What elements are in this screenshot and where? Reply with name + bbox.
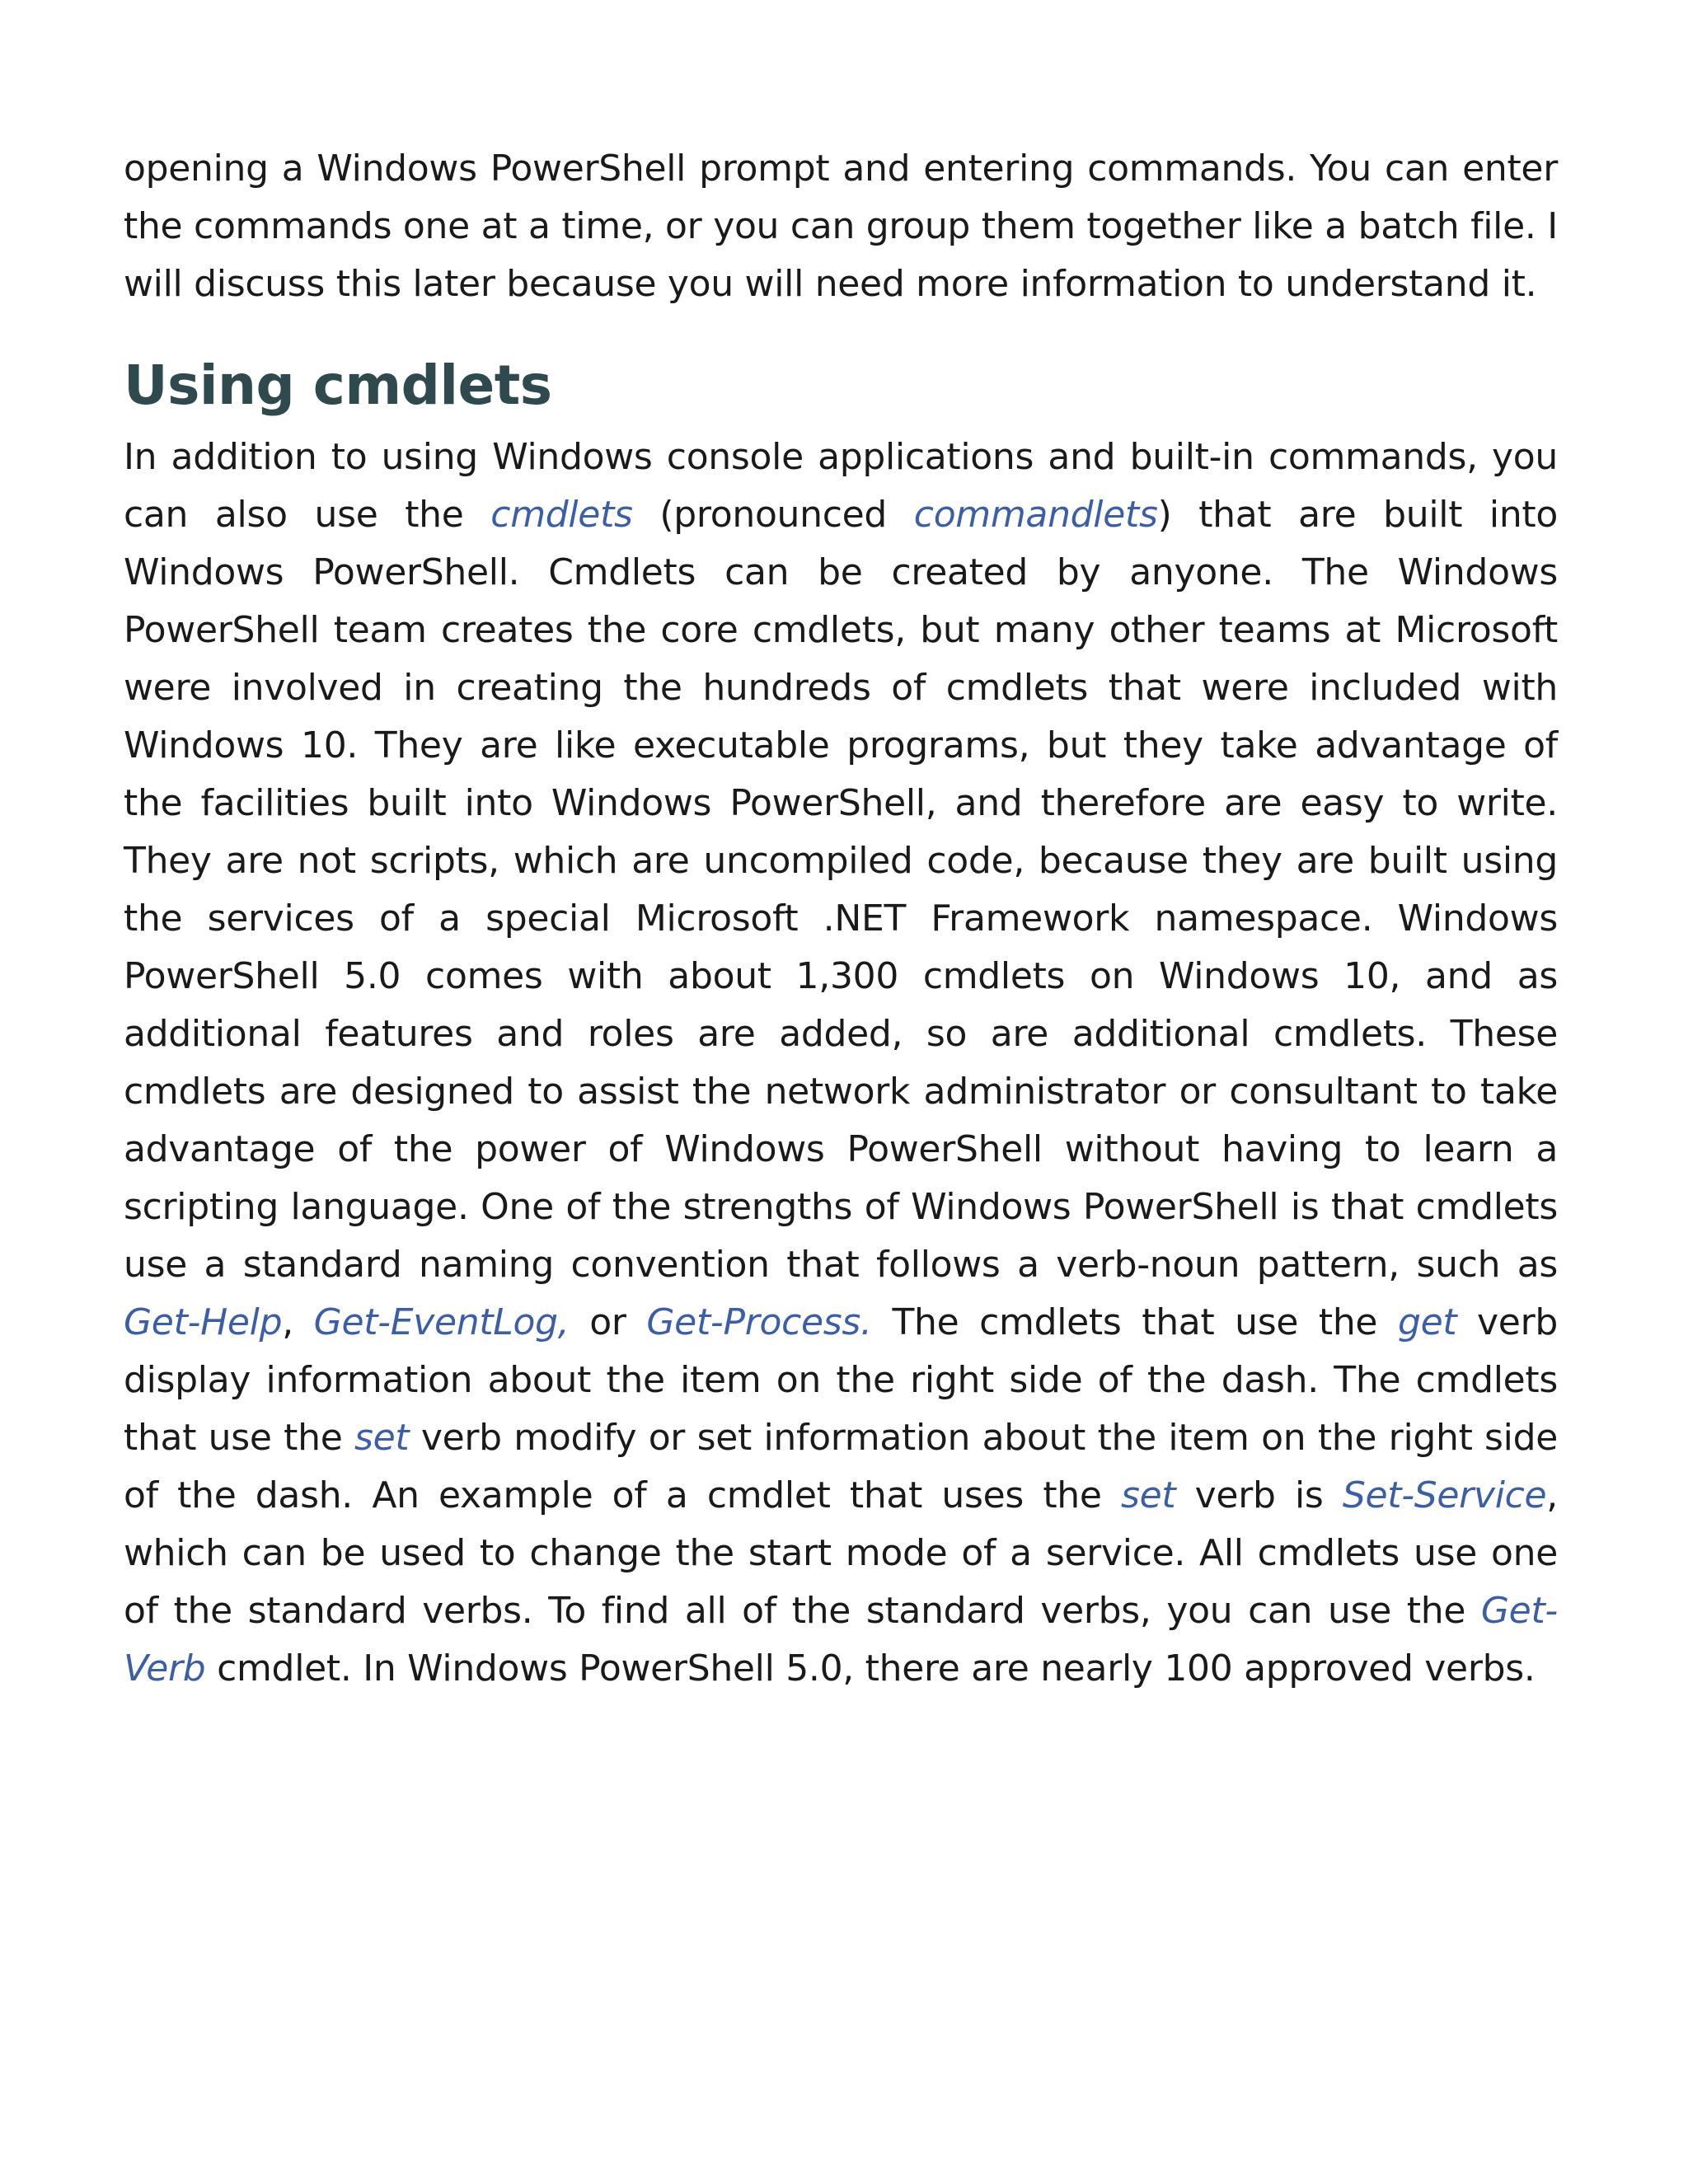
text-run: The cmdlets that use the bbox=[871, 1301, 1398, 1343]
term-get-eventlog: Get-EventLog, bbox=[313, 1301, 570, 1343]
term-get: get bbox=[1397, 1301, 1457, 1343]
term-set: set bbox=[1120, 1474, 1176, 1516]
term-get-process: Get-Process. bbox=[646, 1301, 872, 1343]
text-run: (pronounced bbox=[632, 494, 914, 536]
text-run: , bbox=[282, 1301, 314, 1343]
text-run: In addition to using Windows console applications and built-in commands, you can also use the bbox=[124, 436, 1558, 536]
intro-paragraph: opening a Windows PowerShell prompt and entering commands. You can enter the commands one at a time, or you can group them together like a batch file. I will discuss this later because you will need more information to understand it. bbox=[124, 148, 1558, 305]
term-set: set bbox=[354, 1417, 410, 1459]
term-set-service: Set-Service bbox=[1342, 1474, 1547, 1516]
text-run: or bbox=[569, 1301, 647, 1343]
text-run: , which can be used to change the start mode of a service. All cmdlets use one of the standard verbs. To find all of the standard verbs, you can use the bbox=[124, 1474, 1558, 1632]
text-run: ) that are built into Windows PowerShell. Cmdlets can be created by anyone. The Windows PowerShell team creates the core cmdlets, but many other teams at Microsoft were involved in creating the hundreds of cmdlets that were included with Windows 10. They are like executable programs, but they take advantage of the facilities built into Windows PowerShell, and therefore are easy to write. They are not scripts, which are uncompiled code, because they are built using the services of a special Microsoft .NET Framework namespace. Windows PowerShell 5.0 comes with about 1,300 cmdlets on Windows 10, and as additional features and roles are added, so are additional cmdlets. These cmdlets are designed to assist the network administrator or consultant to take advantage of the power of Windows PowerShell without having to learn a scripting language. One of the strengths of Windows PowerShell is that cmdlets use a standard naming convention that follows a verb-noun pattern, such as bbox=[124, 494, 1559, 1286]
section-heading: Using cmdlets bbox=[124, 354, 552, 417]
term-get-verb: Get-Verb bbox=[124, 1590, 1558, 1690]
cmdlets-paragraph bbox=[124, 429, 1558, 1698]
term-commandlets: commandlets bbox=[913, 494, 1158, 536]
text-run: verb display information about the item on the right side of the dash. The cmdlets that use the bbox=[124, 1301, 1558, 1459]
term-cmdlets: cmdlets bbox=[490, 494, 633, 536]
text-run: verb modify or set information about the item on the right side of the dash. An example of a cmdlet that uses the bbox=[124, 1417, 1558, 1516]
term-get-help: Get-Help bbox=[124, 1301, 283, 1343]
text-run: cmdlet. In Windows PowerShell 5.0, there are nearly 100 approved verbs. bbox=[205, 1647, 1536, 1690]
text-run: verb is bbox=[1175, 1474, 1343, 1516]
document-page bbox=[124, 140, 1558, 1698]
